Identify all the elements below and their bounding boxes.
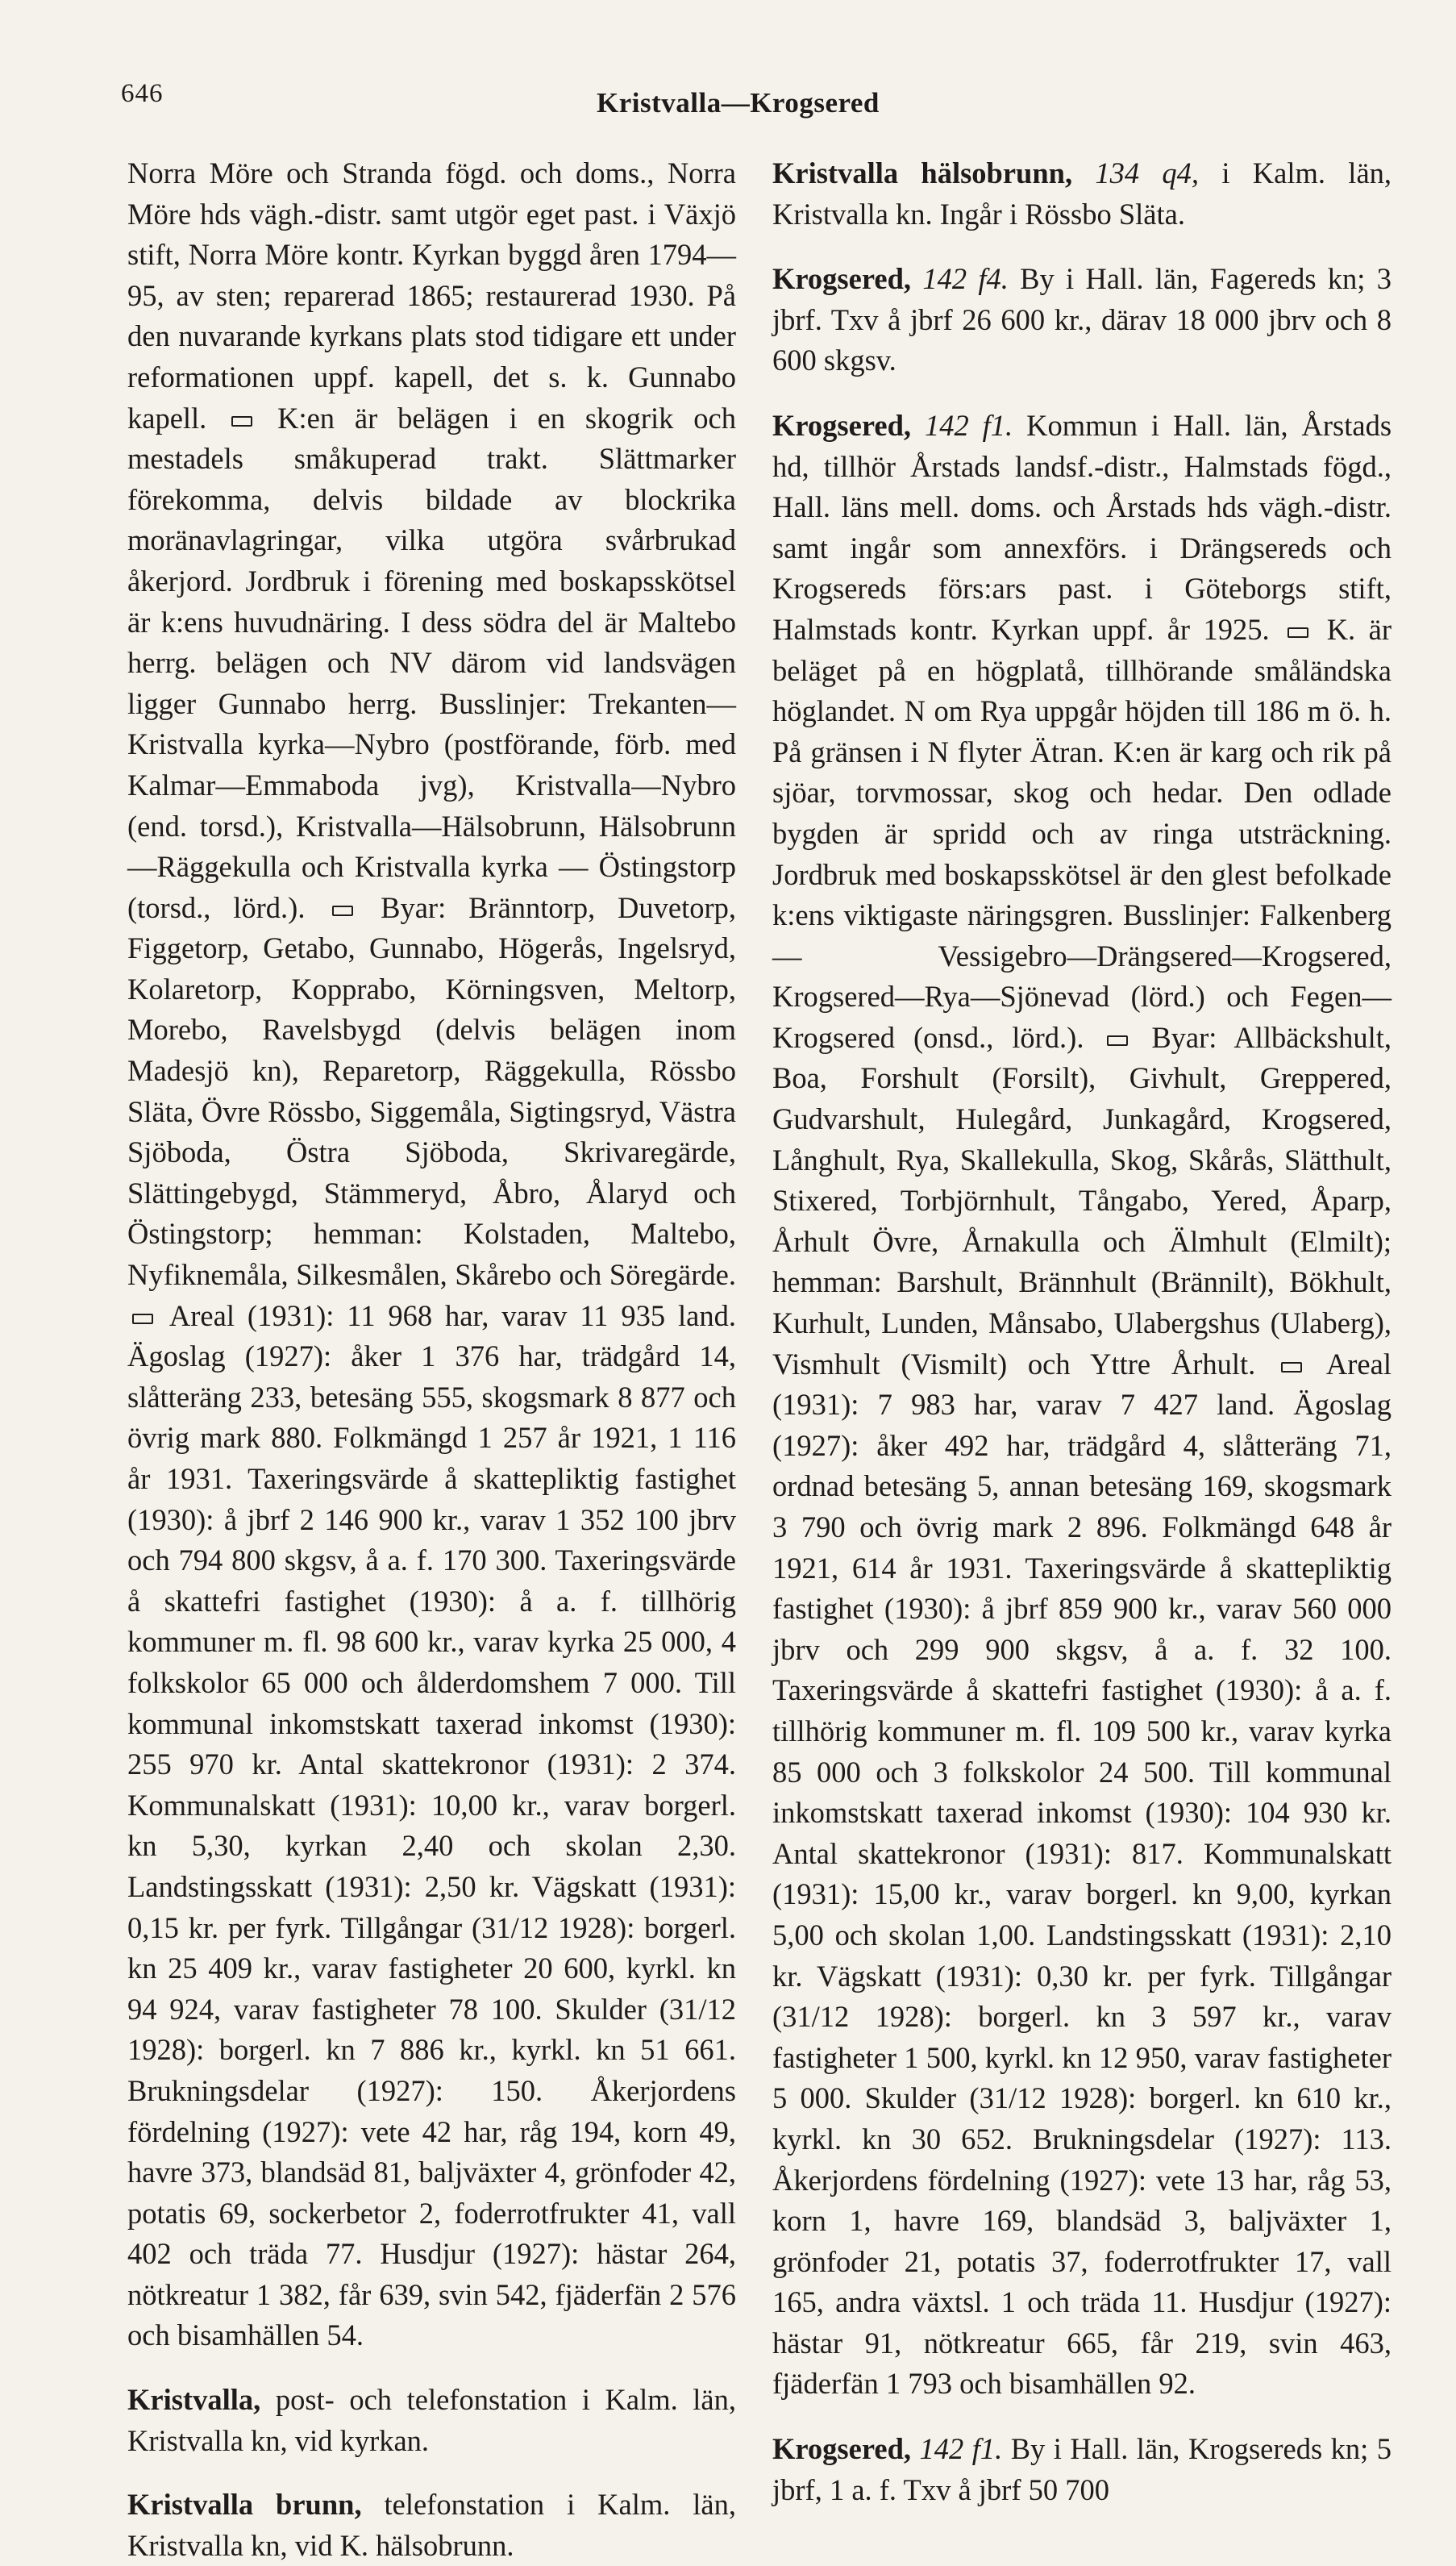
left-column: [127, 153, 736, 2566]
entry-text: K:en är belägen i en skogrik och mestadels småkuperad trakt. Slättmarker förekomma, delvis bildade av blockrika moränavlagringar, vilka utgöra svårbrukad åkerjord. Jordbruk i förening med boskapsskötsel är k:ens huvudnäring. I dess södra del är Maltebo herrg. belägen och NV därom vid landsvägen ligger Gunnabo herrg. Busslinjer: Trekanten—Kristvalla kyrka—Nybro (postförande, förb. med Kalmar—Emmaboda jvg), Kristvalla—Nybro (end. torsd.), Kristvalla—Hälsobrunn, Hälsobrunn—Räggekulla och Kristvalla kyrka — Östingstorp (torsd., lörd.).: [127, 401, 737, 924]
entry-headword: Krogsered,: [772, 408, 912, 442]
entry-kristvalla-brunn: [127, 2485, 736, 2566]
map-reference: 142 f1.: [919, 2432, 1003, 2466]
entry-headword: Kristvalla hälsobrunn,: [772, 156, 1073, 190]
section-separator-icon: [332, 906, 353, 916]
entry-text: Areal (1931): 11 968 har, varav 11 935 land. Ägoslag (1927): åker 1 376 har, trädgård 14, slåtteräng 233, betesäng 555, skogsmark 8 877 och övrig mark 880. Folkmängd 1 257 år 1921, 1 116 år 1931. Taxeringsvärde å skattepliktig fastighet (1930): å jbrf 2 146 900 kr., varav 1 352 100 jbrv och 794 800 skgsv, å a. f. 170 300. Taxeringsvärde å skattefri fastighet (1930): å a. f. tillhörig kommuner m. fl. 98 600 kr., varav kyrka 25 000, 4 folkskolor 65 000 och ålderdomshem 7 000. Till kommunal inkomstskatt taxerad inkomst (1930): 255 970 kr. Antal skattekronor (1931): 2 374. Kommunalskatt (1931): 10,00 kr., varav borgerl. kn 5,30, kyrkan 2,40 och skolan 2,30. Landstingsskatt (1931): 2,50 kr. Vägskatt (1931): 0,15 kr. per fyrk. Tillgångar (31/12 1928): borgerl. kn 25 409 kr., varav fastigheter 20 600, kyrkl. kn 94 924, varav fastigheter 78 100. Skulder (31/12 1928): borgerl. kn 7 886 kr., kyrkl. kn 51 661. Brukningsdelar (1927): 150. Åkerjordens fördelning (1927): vete 42 har, råg 194, korn 49, havre 373, blandsäd 81, baljväxter 4, grönfoder 42, potatis 69, sockerbetor 2, foderrotfrukter 41, vall 402 och träda 77. Husdjur (1927): hästar 264, nötkreatur 1 382, får 639, svin 542, fjäderfän 2 576 och bisamhällen 54.: [127, 1298, 736, 2352]
entry-text: K. är beläget på en högplatå, tillhörande småländska höglandet. N om Rya uppgår höjden till 186 m ö. h. På gränsen i N flyter Ätran. K:en är karg och rik på sjöar, torvmossar, skog och hedar. Den odlade bygden är spridd och av ringa utsträckning. Jordbruk med boskapsskötsel är den glest befolkade k:ens viktigaste näringsgren. Busslinjer: Falkenberg — Vessigebro—Drängsered—Krogsered, Krogsered—Rya—Sjönevad (lörd.) och Fegen—Krogsered (onsd., lörd.).: [772, 612, 1392, 1054]
running-head: Kristvalla—Krogsered: [597, 87, 880, 119]
entry-text: Norra Möre och Stranda fögd. och doms., Norra Möre hds vägh.-distr. samt utgör eget past. i Växjö stift, Norra Möre kontr. Kyrkan byggd åren 1794—95, av sten; reparerad 1865; restaurerad 1930. På den nuvarande kyrkans plats stod tidigare ett under reformationen uppf. kapell, det s. k. Gunnabo kapell.: [127, 156, 736, 435]
right-column: [772, 153, 1392, 2510]
section-separator-icon: [132, 1314, 153, 1324]
entry-text: Kommun i Hall. län, Årstads hd, tillhör Årstads landsf.-distr., Halmstads fögd., Hall. läns mell. doms. och Årstads hds vägh.-distr. samt ingår som annexförs. i Drängsereds och Krogsereds förs:ars past. i Göteborgs stift, Halmstads kontr. Kyrkan uppf. år 1925.: [772, 408, 1392, 646]
entry-text: By i Hall. län, Fagereds kn; 3 jbrf. Txv å jbrf 26 600 kr., därav 18 000 jbrv och 8 600 skgsv.: [772, 262, 1392, 377]
entry-kristvalla-post: [127, 2380, 736, 2461]
entry-headword: Kristvalla brunn,: [127, 2488, 362, 2522]
entry-text: By i Hall. län, Krogsereds kn; 5 jbrf, 1 a. f. Txv å jbrf 50 700: [772, 2432, 1392, 2506]
entry-krogsered-kommun: [772, 406, 1392, 2405]
entry-text: telefonstation i Kalm. län, Kristvalla kn, vid K. hälsobrunn.: [127, 2488, 736, 2562]
entry-headword: Kristvalla,: [127, 2383, 261, 2417]
entry-headword: Krogsered,: [772, 2432, 912, 2466]
entry-kristvalla-continued: [127, 153, 736, 2356]
section-separator-icon: [1281, 1362, 1302, 1373]
map-reference: 142 f4.: [922, 262, 1009, 296]
entry-text: i Kalm. län, Kristvalla kn. Ingår i Rössbo Släta.: [772, 156, 1392, 231]
entry-text: post- och telefonstation i Kalm. län, Kristvalla kn, vid kyrkan.: [127, 2383, 736, 2457]
entry-kristvalla-halsobrunn: [772, 153, 1392, 235]
section-separator-icon: [1107, 1035, 1128, 1046]
entry-text: Byar: Allbäckshult, Boa, Forshult (Forsilt), Givhult, Greppered, Gudvarshult, Hulegård, Junkagård, Krogsered, Långhult, Rya, Skallekulla, Skog, Skårås, Slätthult, Stixered, Torbjörnhult, Tångabo, Yered, Åparp, Århult Övre, Årnakulla och Älmhult (Elmilt); hemman: Barshult, Brännhult (Brännilt), Bökhult, Kurhult, Lunden, Månsabo, Ulabergshus (Ulaberg), Vismhult (Vismilt) och Yttre Århult.: [772, 1020, 1392, 1381]
entry-headword: Krogsered,: [772, 262, 912, 296]
entry-text: Areal (1931): 7 983 har, varav 7 427 land. Ägoslag (1927): åker 492 har, trädgård 4, slåtteräng 71, ordnad betesäng 5, annan betesäng 169, skogsmark 3 790 och övrig mark 2 896. Folkmängd 648 år 1921, 614 år 1931. Taxeringsvärde å skattepliktig fastighet (1930): å jbrf 859 900 kr., varav 560 000 jbrv och 299 900 skgsv, å a. f. 32 100. Taxeringsvärde å skattefri fastighet (1930): å a. f. tillhörig kommuner m. fl. 109 500 kr., varav kyrka 85 000 och 3 folkskolor 24 500. Till kommunal inkomstskatt taxerad inkomst (1930): 104 930 kr. Antal skattekronor (1931): 817. Kommunalskatt (1931): 15,00 kr., varav borgerl. kn 9,00, kyrkan 5,00 och skolan 1,00. Landstingsskatt (1931): 2,10 kr. Vägskatt (1931): 0,30 kr. per fyrk. Tillgångar (31/12 1928): borgerl. kn 3 597 kr., varav fastigheter 1 500, kyrkl. kn 12 950, varav fastigheter 5 000. Skulder (31/12 1928): borgerl. kn 610 kr., kyrkl. kn 30 652. Brukningsdelar (1927): 113. Åkerjordens fördelning (1927): vete 13 har, råg 53, korn 1, havre 169, blandsäd 3, baljväxter 1, grönfoder 21, potatis 37, foderrotfrukter 17, vall 165, andra växtsl. 1 och träda 11. Husdjur (1927): hästar 91, nötkreatur 665, får 219, svin 463, fjäderfän 1 793 och bisamhällen 92.: [772, 1347, 1392, 2401]
entry-text: Byar: Bränntorp, Duvetorp, Figgetorp, Getabo, Gunnabo, Högerås, Ingelsryd, Kolaretorp, Kopprabo, Körningsven, Meltorp, Morebo, Ravelsbygd (delvis belägen inom Madesjö kn), Reparetorp, Räggekulla, Rössbo Släta, Övre Rössbo, Siggemåla, Sigtingsryd, Västra Sjöboda, Östra Sjöboda, Skrivaregärde, Slättingebygd, Stämmeryd, Åbro, Ålaryd och Östingstorp; hemman: Kolstaden, Maltebo, Nyfiknemåla, Silkesmålen, Skårebo och Söregärde.: [127, 890, 737, 1292]
map-reference: 142 f1.: [924, 408, 1013, 442]
page-number: 646: [121, 79, 164, 108]
map-reference: 134 q4,: [1095, 156, 1200, 190]
section-separator-icon: [231, 416, 252, 427]
entry-krogsered-by: [772, 2429, 1392, 2510]
section-separator-icon: [1288, 627, 1308, 638]
entry-krogsered-fagereds: [772, 259, 1392, 381]
